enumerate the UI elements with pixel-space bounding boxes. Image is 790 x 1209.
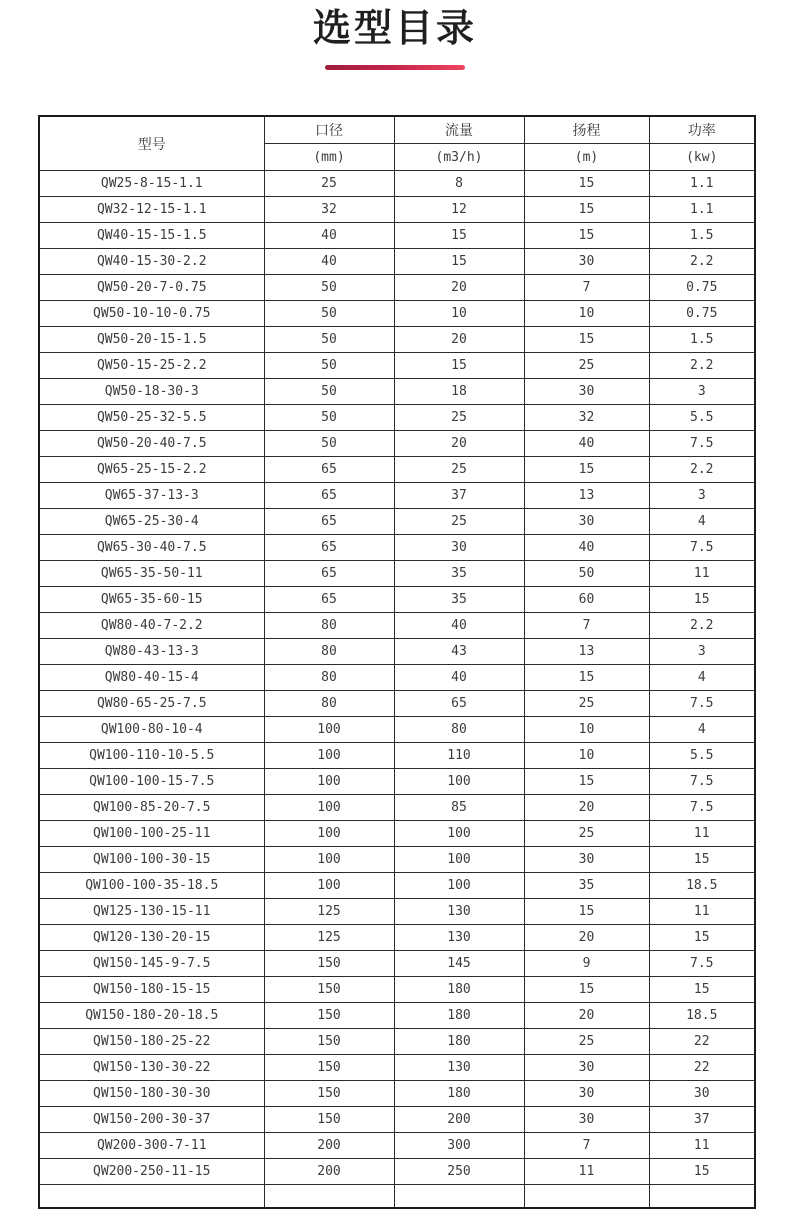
table-cell: 100 [264, 743, 394, 769]
col-header-head: 扬程 [524, 116, 649, 144]
table-cell: 150 [264, 1081, 394, 1107]
table-cell: 100 [264, 847, 394, 873]
table-cell: 100 [394, 873, 524, 899]
table-cell: QW200-300-7-11 [39, 1133, 264, 1159]
table-cell: QW32-12-15-1.1 [39, 197, 264, 223]
table-cell: 40 [394, 665, 524, 691]
table-row [39, 1055, 755, 1081]
table-cell: 50 [524, 561, 649, 587]
table-cell: QW150-180-30-30 [39, 1081, 264, 1107]
table-body [39, 171, 755, 1185]
table-row [39, 821, 755, 847]
table-row [39, 665, 755, 691]
table-cell: 15 [394, 353, 524, 379]
table-cell: 15 [524, 769, 649, 795]
table-cell: 2.2 [649, 457, 755, 483]
table-cell: 11 [649, 561, 755, 587]
table-cell: 1.5 [649, 223, 755, 249]
table-row [39, 535, 755, 561]
table-cell: 20 [524, 795, 649, 821]
table-cell: 30 [524, 249, 649, 275]
table-cell: 15 [524, 327, 649, 353]
table-cell: 13 [524, 639, 649, 665]
table-cell: 20 [524, 1003, 649, 1029]
table-cell: 0.75 [649, 301, 755, 327]
table-row [39, 327, 755, 353]
table-cell: 150 [264, 977, 394, 1003]
table-cell: 200 [264, 1133, 394, 1159]
table-cell: 80 [264, 665, 394, 691]
table-cell: 7.5 [649, 691, 755, 717]
table-cell: QW150-200-30-37 [39, 1107, 264, 1133]
table-cell: 25 [524, 353, 649, 379]
col-header-power: 功率 [649, 116, 755, 144]
table-cell: 130 [394, 899, 524, 925]
table-row [39, 483, 755, 509]
table-cell: 22 [649, 1055, 755, 1081]
table-cell: 11 [524, 1159, 649, 1185]
table-cell: 60 [524, 587, 649, 613]
table-cell: 10 [524, 301, 649, 327]
table-cell: 145 [394, 951, 524, 977]
table-cell: 40 [264, 249, 394, 275]
table-cell: QW80-40-15-4 [39, 665, 264, 691]
table-cell: 7 [524, 1133, 649, 1159]
table-cell: QW150-180-20-18.5 [39, 1003, 264, 1029]
table-cell: 15 [649, 847, 755, 873]
page-header [0, 0, 790, 70]
table-cell: QW50-15-25-2.2 [39, 353, 264, 379]
table-row [39, 249, 755, 275]
table-cell: 65 [264, 483, 394, 509]
table-cell: 4 [649, 717, 755, 743]
table-cell: QW150-180-15-15 [39, 977, 264, 1003]
table-cell: 100 [394, 821, 524, 847]
col-unit-flow: (m3/h) [394, 144, 524, 171]
table-partial-next-row [39, 1185, 755, 1209]
table-cell: 50 [264, 353, 394, 379]
table-cell: QW65-35-60-15 [39, 587, 264, 613]
table-row [39, 873, 755, 899]
table-cell: 18.5 [649, 1003, 755, 1029]
table-cell: 30 [524, 509, 649, 535]
table-cell: 30 [394, 535, 524, 561]
table-cell: QW40-15-30-2.2 [39, 249, 264, 275]
table-cell: QW65-30-40-7.5 [39, 535, 264, 561]
table-cell: QW50-20-7-0.75 [39, 275, 264, 301]
col-unit-head: (m) [524, 144, 649, 171]
table-cell: 2.2 [649, 249, 755, 275]
table-row [39, 769, 755, 795]
table-cell: QW80-65-25-7.5 [39, 691, 264, 717]
table-row-partial [39, 1185, 755, 1209]
table-row [39, 353, 755, 379]
table-cell: QW100-100-30-15 [39, 847, 264, 873]
table-cell: 1.1 [649, 171, 755, 197]
table-cell: 25 [394, 509, 524, 535]
table-cell: QW50-25-32-5.5 [39, 405, 264, 431]
table-cell: 15 [524, 171, 649, 197]
table-cell: 15 [394, 249, 524, 275]
table-cell: 10 [524, 743, 649, 769]
table-row [39, 275, 755, 301]
table-cell: 30 [524, 379, 649, 405]
table-row [39, 223, 755, 249]
table-cell: 130 [394, 1055, 524, 1081]
table-cell: 11 [649, 1133, 755, 1159]
table-row [39, 639, 755, 665]
table-cell: 15 [649, 977, 755, 1003]
table-cell: 35 [394, 561, 524, 587]
table-cell: 40 [264, 223, 394, 249]
table-cell: 4 [649, 509, 755, 535]
table-header [39, 116, 755, 171]
table-cell: 7.5 [649, 951, 755, 977]
table-row [39, 951, 755, 977]
table-cell: 40 [524, 431, 649, 457]
table-cell: 180 [394, 1081, 524, 1107]
table-cell: 3 [649, 379, 755, 405]
table-cell: 7.5 [649, 535, 755, 561]
table-cell: 15 [524, 899, 649, 925]
table-cell: 100 [264, 769, 394, 795]
table-cell: 15 [524, 977, 649, 1003]
table-cell: QW125-130-15-11 [39, 899, 264, 925]
table-wrap [38, 115, 754, 1209]
table-cell: 25 [394, 457, 524, 483]
table-cell: 150 [264, 1107, 394, 1133]
table-cell: 9 [524, 951, 649, 977]
table-cell: 65 [264, 587, 394, 613]
table-cell: 10 [394, 301, 524, 327]
table-cell [649, 1185, 755, 1209]
table-cell: 85 [394, 795, 524, 821]
table-cell: QW100-80-10-4 [39, 717, 264, 743]
selection-table [38, 115, 756, 1209]
table-cell: 3 [649, 639, 755, 665]
table-cell: 150 [264, 1055, 394, 1081]
table-cell: 180 [394, 1029, 524, 1055]
table-cell: 50 [264, 301, 394, 327]
table-cell: 32 [264, 197, 394, 223]
table-cell: 20 [394, 431, 524, 457]
table-cell: 20 [394, 275, 524, 301]
table-row [39, 743, 755, 769]
table-cell: 200 [264, 1159, 394, 1185]
table-cell: QW50-20-15-1.5 [39, 327, 264, 353]
table-cell: 25 [524, 821, 649, 847]
table-cell: 35 [524, 873, 649, 899]
table-cell: 80 [264, 639, 394, 665]
table-cell: 5.5 [649, 743, 755, 769]
table-cell: 65 [264, 535, 394, 561]
table-cell: 100 [264, 873, 394, 899]
table-cell: 110 [394, 743, 524, 769]
table-row [39, 405, 755, 431]
table-cell: 20 [524, 925, 649, 951]
table-cell: 7.5 [649, 769, 755, 795]
table-cell: QW80-43-13-3 [39, 639, 264, 665]
table-cell: 30 [649, 1081, 755, 1107]
table-cell: 50 [264, 275, 394, 301]
table-cell: 150 [264, 1029, 394, 1055]
table-cell: 200 [394, 1107, 524, 1133]
table-row [39, 925, 755, 951]
table-cell: 15 [394, 223, 524, 249]
table-cell: QW65-25-15-2.2 [39, 457, 264, 483]
table-cell: 130 [394, 925, 524, 951]
table-cell: 30 [524, 1107, 649, 1133]
table-cell: 1.5 [649, 327, 755, 353]
col-unit-power: (kw) [649, 144, 755, 171]
title-underline [325, 65, 465, 70]
table-cell: 25 [264, 171, 394, 197]
table-cell: QW100-100-35-18.5 [39, 873, 264, 899]
table-cell: 50 [264, 431, 394, 457]
table-cell: 7.5 [649, 431, 755, 457]
table-row [39, 587, 755, 613]
table-cell: 150 [264, 1003, 394, 1029]
table-cell: 180 [394, 977, 524, 1003]
table-row [39, 457, 755, 483]
table-cell: 43 [394, 639, 524, 665]
table-row [39, 1159, 755, 1185]
table-cell [264, 1185, 394, 1209]
table-cell: QW65-25-30-4 [39, 509, 264, 535]
col-header-flow: 流量 [394, 116, 524, 144]
table-row [39, 1133, 755, 1159]
table-cell: 15 [524, 665, 649, 691]
table-cell: 0.75 [649, 275, 755, 301]
table-cell: 22 [649, 1029, 755, 1055]
table-row [39, 1081, 755, 1107]
table-cell: 15 [524, 223, 649, 249]
table-cell: 18.5 [649, 873, 755, 899]
table-cell: QW65-35-50-11 [39, 561, 264, 587]
table-cell: 30 [524, 1081, 649, 1107]
table-cell: 10 [524, 717, 649, 743]
table-cell: 300 [394, 1133, 524, 1159]
table-cell: 37 [394, 483, 524, 509]
table-cell: 11 [649, 821, 755, 847]
table-cell: QW100-85-20-7.5 [39, 795, 264, 821]
table-row [39, 717, 755, 743]
table-row [39, 1107, 755, 1133]
table-cell: QW150-180-25-22 [39, 1029, 264, 1055]
table-cell: 7.5 [649, 795, 755, 821]
table-cell [524, 1185, 649, 1209]
col-header-diameter: 口径 [264, 116, 394, 144]
table-row [39, 197, 755, 223]
table-cell: 30 [524, 1055, 649, 1081]
table-cell [39, 1185, 264, 1209]
table-row [39, 379, 755, 405]
table-cell: 65 [394, 691, 524, 717]
table-cell: QW25-8-15-1.1 [39, 171, 264, 197]
table-cell: QW150-130-30-22 [39, 1055, 264, 1081]
table-row [39, 899, 755, 925]
table-row [39, 691, 755, 717]
table-cell: 5.5 [649, 405, 755, 431]
table-cell: 25 [394, 405, 524, 431]
header-row-labels [39, 116, 755, 144]
table-cell: 80 [264, 691, 394, 717]
table-cell: QW100-100-15-7.5 [39, 769, 264, 795]
table-cell: 125 [264, 925, 394, 951]
table-cell: 100 [264, 821, 394, 847]
table-row [39, 431, 755, 457]
table-cell: 100 [264, 795, 394, 821]
table-cell: 50 [264, 327, 394, 353]
table-cell: QW50-10-10-0.75 [39, 301, 264, 327]
table-cell: QW120-130-20-15 [39, 925, 264, 951]
table-cell: 7 [524, 613, 649, 639]
table-cell: 1.1 [649, 197, 755, 223]
table-cell: QW80-40-7-2.2 [39, 613, 264, 639]
table-cell: 37 [649, 1107, 755, 1133]
table-cell: 18 [394, 379, 524, 405]
table-cell: 50 [264, 405, 394, 431]
table-cell [394, 1185, 524, 1209]
table-cell: 8 [394, 171, 524, 197]
table-cell: QW50-18-30-3 [39, 379, 264, 405]
table-cell: 3 [649, 483, 755, 509]
table-row [39, 847, 755, 873]
table-cell: 150 [264, 951, 394, 977]
table-cell: QW50-20-40-7.5 [39, 431, 264, 457]
table-cell: 15 [649, 925, 755, 951]
table-cell: 100 [394, 847, 524, 873]
table-cell: 30 [524, 847, 649, 873]
table-cell: 40 [394, 613, 524, 639]
table-cell: 80 [264, 613, 394, 639]
table-cell: 25 [524, 691, 649, 717]
page-title: 选型目录 [312, 8, 477, 50]
table-cell: 180 [394, 1003, 524, 1029]
table-cell: 11 [649, 899, 755, 925]
table-cell: 32 [524, 405, 649, 431]
table-cell: 125 [264, 899, 394, 925]
col-unit-diameter: (mm) [264, 144, 394, 171]
table-row [39, 977, 755, 1003]
table-row [39, 171, 755, 197]
table-row [39, 561, 755, 587]
table-cell: 2.2 [649, 613, 755, 639]
table-cell: 100 [394, 769, 524, 795]
table-cell: 15 [524, 457, 649, 483]
table-cell: 100 [264, 717, 394, 743]
table-cell: 15 [524, 197, 649, 223]
table-cell: QW200-250-11-15 [39, 1159, 264, 1185]
table-cell: 250 [394, 1159, 524, 1185]
table-cell: 12 [394, 197, 524, 223]
table-cell: 7 [524, 275, 649, 301]
table-row [39, 795, 755, 821]
table-cell: QW150-145-9-7.5 [39, 951, 264, 977]
table-cell: 2.2 [649, 353, 755, 379]
table-cell: 15 [649, 1159, 755, 1185]
table-cell: QW65-37-13-3 [39, 483, 264, 509]
table-cell: 65 [264, 561, 394, 587]
table-cell: 40 [524, 535, 649, 561]
table-cell: 13 [524, 483, 649, 509]
table-cell: 50 [264, 379, 394, 405]
table-cell: 25 [524, 1029, 649, 1055]
table-row [39, 1003, 755, 1029]
table-row [39, 1029, 755, 1055]
table-cell: 65 [264, 509, 394, 535]
table-cell: 4 [649, 665, 755, 691]
table-cell: QW100-100-25-11 [39, 821, 264, 847]
table-cell: 80 [394, 717, 524, 743]
table-cell: QW40-15-15-1.5 [39, 223, 264, 249]
table-cell: 65 [264, 457, 394, 483]
table-cell: 20 [394, 327, 524, 353]
table-cell: 15 [649, 587, 755, 613]
table-row [39, 509, 755, 535]
table-cell: 35 [394, 587, 524, 613]
table-row [39, 613, 755, 639]
col-header-model: 型号 [39, 116, 264, 171]
table-cell: QW100-110-10-5.5 [39, 743, 264, 769]
table-row [39, 301, 755, 327]
